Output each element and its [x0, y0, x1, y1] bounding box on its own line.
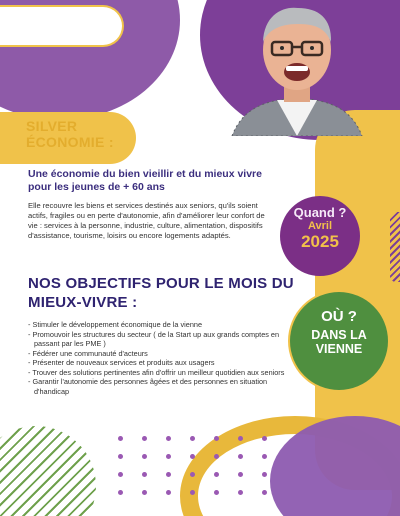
- senior-man-photo: [222, 0, 372, 136]
- objectives-title: NOS OBJECTIFS POUR LE MOIS DU MIEUX-VIVRE :: [28, 275, 294, 311]
- dot-grid-decoration: [118, 436, 278, 506]
- page-title: SILVER ÉCONOMIE :: [26, 118, 114, 150]
- title-badge: [0, 5, 124, 47]
- decorative-dot: [214, 436, 219, 441]
- decorative-dot: [238, 436, 243, 441]
- decorative-dot: [262, 490, 267, 495]
- decorative-dot: [142, 436, 147, 441]
- decorative-dot: [166, 454, 171, 459]
- decorative-dot: [238, 490, 243, 495]
- date-question: Quand ?: [293, 205, 347, 220]
- decorative-dot: [262, 436, 267, 441]
- decorative-dot: [166, 436, 171, 441]
- intro-subtitle: Une économie du bien vieillir et du mieux vivre pour les jeunes de + 60 ans: [28, 168, 262, 193]
- location-question: OÙ ?: [321, 308, 357, 325]
- decorative-dot: [118, 454, 123, 459]
- date-bubble: [280, 196, 360, 276]
- objective-item: - Garantir l'autonomie des personnes âgées et des personnes en situation d'handicap: [28, 377, 268, 396]
- objective-item: - Stimuler le développement économique de la vienne: [28, 320, 203, 329]
- decorative-dot: [190, 454, 195, 459]
- date-year: 2025: [301, 232, 339, 251]
- objective-item: - Trouver des solutions pertinentes afin d'offrir un meilleur quotidien aux seniors: [28, 367, 285, 377]
- objective-item: - Promouvoir les structures du secteur ( de la Start up aux grands comptes en passant par les PME ): [28, 329, 280, 348]
- decorative-dot: [142, 454, 147, 459]
- striped-circle-decoration: [0, 426, 96, 516]
- decorative-dot: [142, 490, 147, 495]
- location-place: DANS LA VIENNE: [311, 328, 367, 356]
- decorative-dot: [262, 472, 267, 477]
- decorative-dot: [118, 490, 123, 495]
- date-month: Avril: [307, 220, 333, 232]
- objectives-list: [28, 320, 290, 396]
- decorative-dot: [262, 454, 267, 459]
- intro-text: Elle recouvre les biens et services destinés aux seniors, qu'ils soient actifs, fragiles ou en perte d'autonomie, afin d'améliorer leur confort de vie : services à la personne, industrie, culture, alimentation, dispositifs d'assistance, tourisme, loisirs ou encore logements adaptés.: [28, 201, 265, 240]
- decorative-dot: [166, 472, 171, 477]
- location-bubble: [290, 292, 388, 390]
- decorative-dot: [190, 490, 195, 495]
- decorative-dot: [118, 436, 123, 441]
- striped-edge-decoration: [390, 212, 400, 282]
- decorative-dot: [214, 454, 219, 459]
- decorative-dot: [214, 490, 219, 495]
- decorative-dot: [118, 472, 123, 477]
- decorative-dot: [166, 490, 171, 495]
- decorative-dot: [190, 472, 195, 477]
- decorative-dot: [190, 436, 195, 441]
- objective-item: - Fédérer une communauté d'acteurs: [28, 348, 148, 358]
- decorative-dot: [142, 472, 147, 477]
- decorative-dot: [238, 454, 243, 459]
- decorative-dot: [214, 472, 219, 477]
- decorative-dot: [238, 472, 243, 477]
- objective-item: - Présenter de nouveaux services et produits aux usagers: [28, 358, 215, 367]
